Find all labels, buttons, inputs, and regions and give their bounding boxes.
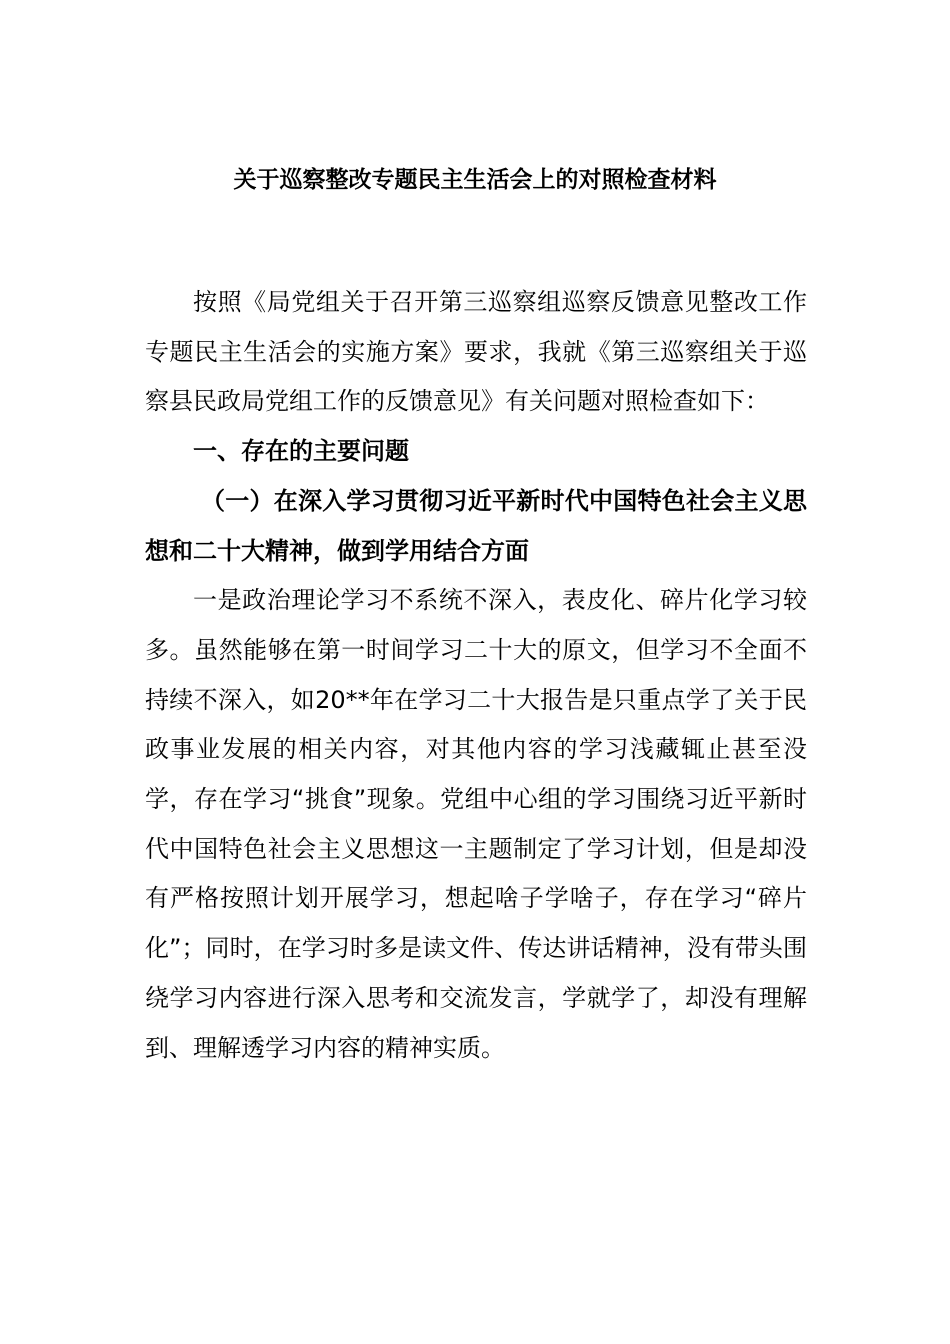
document-title: 关于巡察整改专题民主生活会上的对照检查材料: [233, 167, 717, 193]
document-body: [145, 278, 807, 1073]
section-heading: 一、存在的主要问题: [193, 437, 409, 466]
subsection-heading: （一）在深入学习贯彻习近平新时代中国特色社会主义思想和二十大精神，做到学用结合方面: [145, 486, 807, 565]
body-paragraph: 一是政治理论学习不系统不深入，表皮化、碎片化学习较多。虽然能够在第一时间学习二十大的原文，但学习不全面不持续不深入，如20**年在学习二十大报告是只重点学了关于民政事业发展的相关内容，对其他内容的学习浅藏辄止甚至没学，存在学习“挑食”现象。党组中心组的学习围绕习近平新时代中国特色社会主义思想这一主题制定了学习计划，但是却没有严格按照计划开展学习，想起啥子学啥子，存在学习“碎片化”；同时，在学习时多是读文件、传达讲话精神，没有带头围绕学习内容进行深入思考和交流发言，学就学了，却没有理解到、理解透学习内容的精神实质。: [145, 586, 807, 1062]
intro-paragraph: 按照《局党组关于召开第三巡察组巡察反馈意见整改工作专题民主生活会的实施方案》要求，我就《第三巡察组关于巡察县民政局党组工作的反馈意见》有关问题对照检查如下：: [145, 288, 807, 416]
